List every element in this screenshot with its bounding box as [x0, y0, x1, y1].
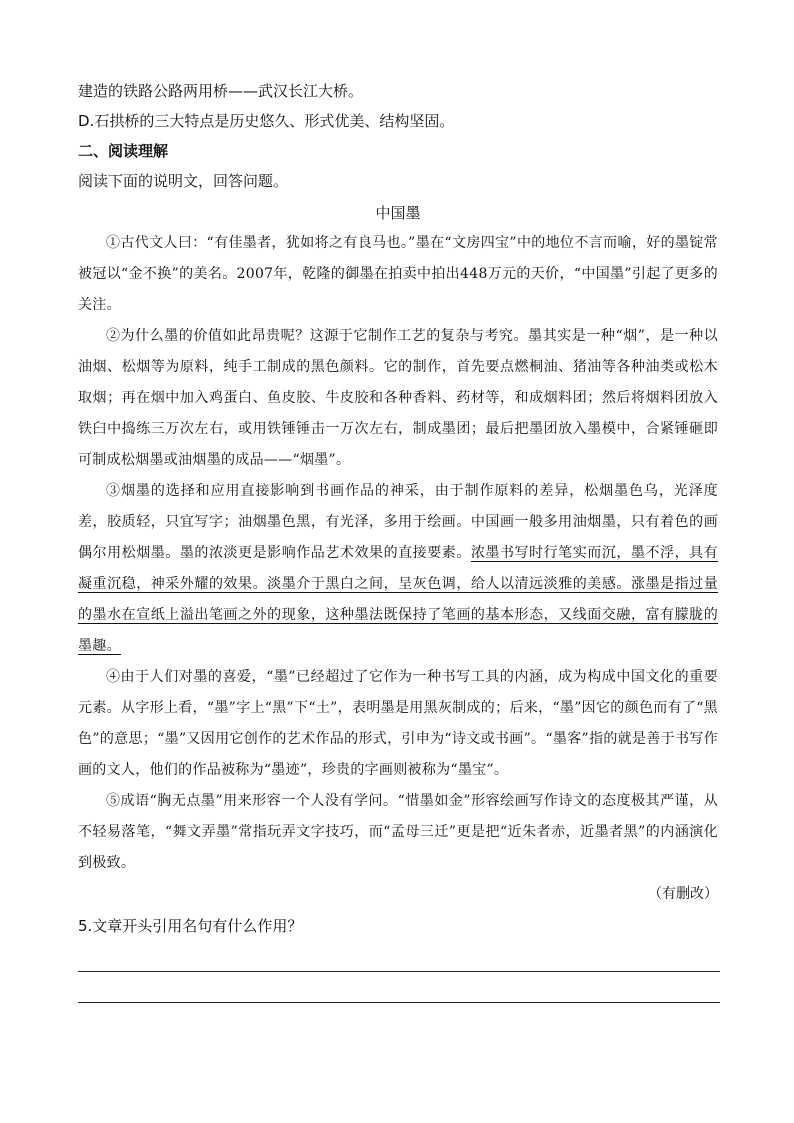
- answer-line-2[interactable]: [78, 972, 720, 1003]
- article-paragraph-4: ④由于人们对墨的喜爱，“墨”已经超过了它作为一种书写工具的内涵，成为构成中国文化的重要元素。从字形上看，“墨”字上“黑”下“土”，表明墨是用黑灰制成的；后来，“墨”因它的颜色而有了“黑色”的意思；“墨”又因用它创作的艺术作品的形式，引申为“诗文或书画”。“墨客”指的就是善于书写作画的文人，他们的作品被称为“墨迹”，珍贵的字画则被称为“墨宝”。: [78, 669, 718, 778]
- section-heading: 二、阅读理解: [78, 142, 169, 160]
- article-paragraph-1: ①古代文人曰：“有佳墨者，犹如将之有良马也。”墨在“文房四宝”中的地位不言而喻，好的墨锭常被冠以“金不换”的美名。2007年，乾隆的御墨在拍卖中拍出448万元的天价，“中国墨”引起了更多的关注。: [78, 235, 718, 313]
- text-line-1: 建造的铁路公路两用桥——武汉长江大桥。: [78, 82, 364, 100]
- paragraph-3-underlined-text: 浓墨书写时行笔实而沉，墨不浮，具有凝重沉稳，神采外耀的效果。淡墨介于黑白之间，呈灰色调，给人以清远淡雅的美感。涨墨是指过量的墨水在宣纸上溢出笔画之外的现象，这种墨法既保持了笔画的基本形态，又线面交融，富有朦胧的墨趣。: [78, 545, 718, 654]
- text-line-2: D.石拱桥的三大特点是历史悠久、形式优美、结构坚固。: [78, 112, 455, 130]
- document-page: [78, 76, 718, 1003]
- question-5: 5.文章开头引用名句有什么作用？: [78, 917, 303, 935]
- answer-line-1[interactable]: [78, 941, 720, 972]
- article-title: 中国墨: [375, 204, 421, 222]
- article-paragraph-3: [78, 476, 718, 662]
- paragraph-3-plain-text: ③烟墨的选择和应用直接影响到书画作品的神采，由于制作原料的差异，松烟墨色乌，光泽度差，胶质轻，只宜写字；油烟墨色黑，有光泽，多用于绘画。中国画一般多用油烟墨，只有着色的画偶尔用松烟墨。墨的浓淡更是影响作品艺术效果的直接要素。: [78, 483, 718, 561]
- instruction-text: 阅读下面的说明文，回答问题。: [78, 172, 289, 190]
- source-note: （有删改）: [648, 886, 718, 902]
- article-paragraph-2: ②为什么墨的价值如此昂贵呢？这源于它制作工艺的复杂与考究。墨其实是一种“烟”，是一种以油烟、松烟等为原料，纯手工制成的黑色颜料。它的制作，首先要点燃桐油、猪油等各种油类或松木取烟；再在烟中加入鸡蛋白、鱼皮胶、牛皮胶和各种香料、药材等，和成烟料团；然后将烟料团放入铁臼中捣练三万次左右，或用铁锤锤击一万次左右，制成墨团；最后把墨团放入墨模中，合紧锤砸即可制成松烟墨或油烟墨的成品——“烟墨”。: [78, 328, 718, 468]
- article-paragraph-5: ⑤成语“胸无点墨”用来形容一个人没有学问。“惜墨如金”形容绘画写作诗文的态度极其严谨，从不轻易落笔，“舞文弄墨”常指玩弄文字技巧，而“孟母三迁”更是把“近朱者赤，近墨者黑”的内涵演化到极致。: [78, 793, 718, 871]
